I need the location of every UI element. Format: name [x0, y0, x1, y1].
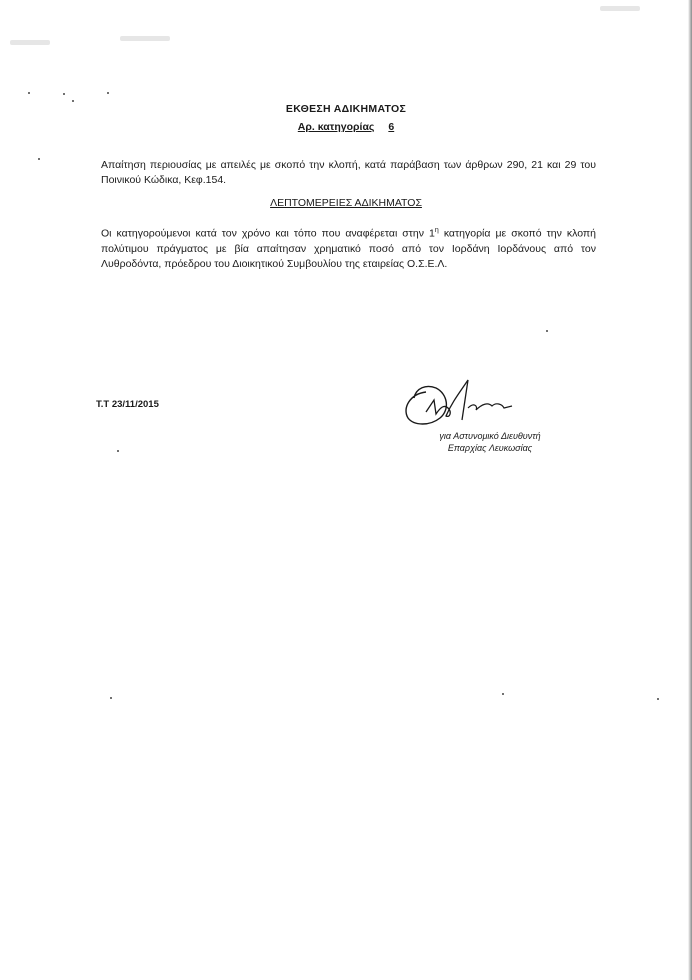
scan-speck	[546, 330, 548, 332]
scan-speck	[502, 693, 504, 695]
scan-speck	[38, 158, 40, 160]
category-number: 6	[388, 121, 395, 133]
scan-speck	[107, 92, 109, 94]
signatory-title: για Αστυνομικό Διευθυντή	[439, 431, 541, 441]
scan-speck	[72, 100, 74, 102]
offence-details	[101, 223, 596, 272]
bleed-through-mark	[10, 40, 50, 45]
category-label: Αρ. κατηγορίας	[297, 121, 375, 133]
handwritten-signature	[396, 372, 536, 432]
details-superscript: η	[434, 227, 439, 234]
bleed-through-mark	[120, 36, 170, 41]
scan-speck	[63, 93, 65, 95]
scan-speck	[110, 697, 112, 699]
details-text-start: Οι κατηγορούμενοι κατά τον χρόνο και τόπο που αναφέρεται στην 1	[101, 227, 435, 240]
scan-speck	[657, 698, 659, 700]
details-heading: ΛΕΠΤΟΜΕΡΕΙΕΣ ΑΔΙΚΗΜΑΤΟΣ	[270, 197, 422, 209]
date-line: Τ.Τ 23/11/2015	[96, 399, 159, 410]
details-text-rest: κατηγορία με σκοπό την κλοπή πολύτιμου πράγματος με βία απαίτησαν χρηματικό ποσό από τον Ιορδάνη Ιορδάνους από τον Λυθροδόντα, πρόεδρου του Διοικητικού Συμβουλίου της εταιρείας Ο.Σ.Ε.Λ.	[101, 227, 596, 270]
offence-statement: Απαίτηση περιουσίας με απειλές με σκοπό την κλοπή, κατά παράβαση των άρθρων 290, 21 και 29 του Ποινικού Κώδικα, Κεφ.154.	[101, 159, 596, 186]
page-edge-shadow	[688, 0, 692, 980]
scan-speck	[117, 450, 119, 452]
category-line	[0, 121, 692, 133]
scan-speck	[28, 92, 30, 94]
signatory-district: Επαρχίας Λευκωσίας	[447, 443, 533, 453]
bleed-through-mark	[600, 6, 640, 11]
document-title: ΕΚΘΕΣΗ ΑΔΙΚΗΜΑΤΟΣ	[285, 103, 407, 115]
